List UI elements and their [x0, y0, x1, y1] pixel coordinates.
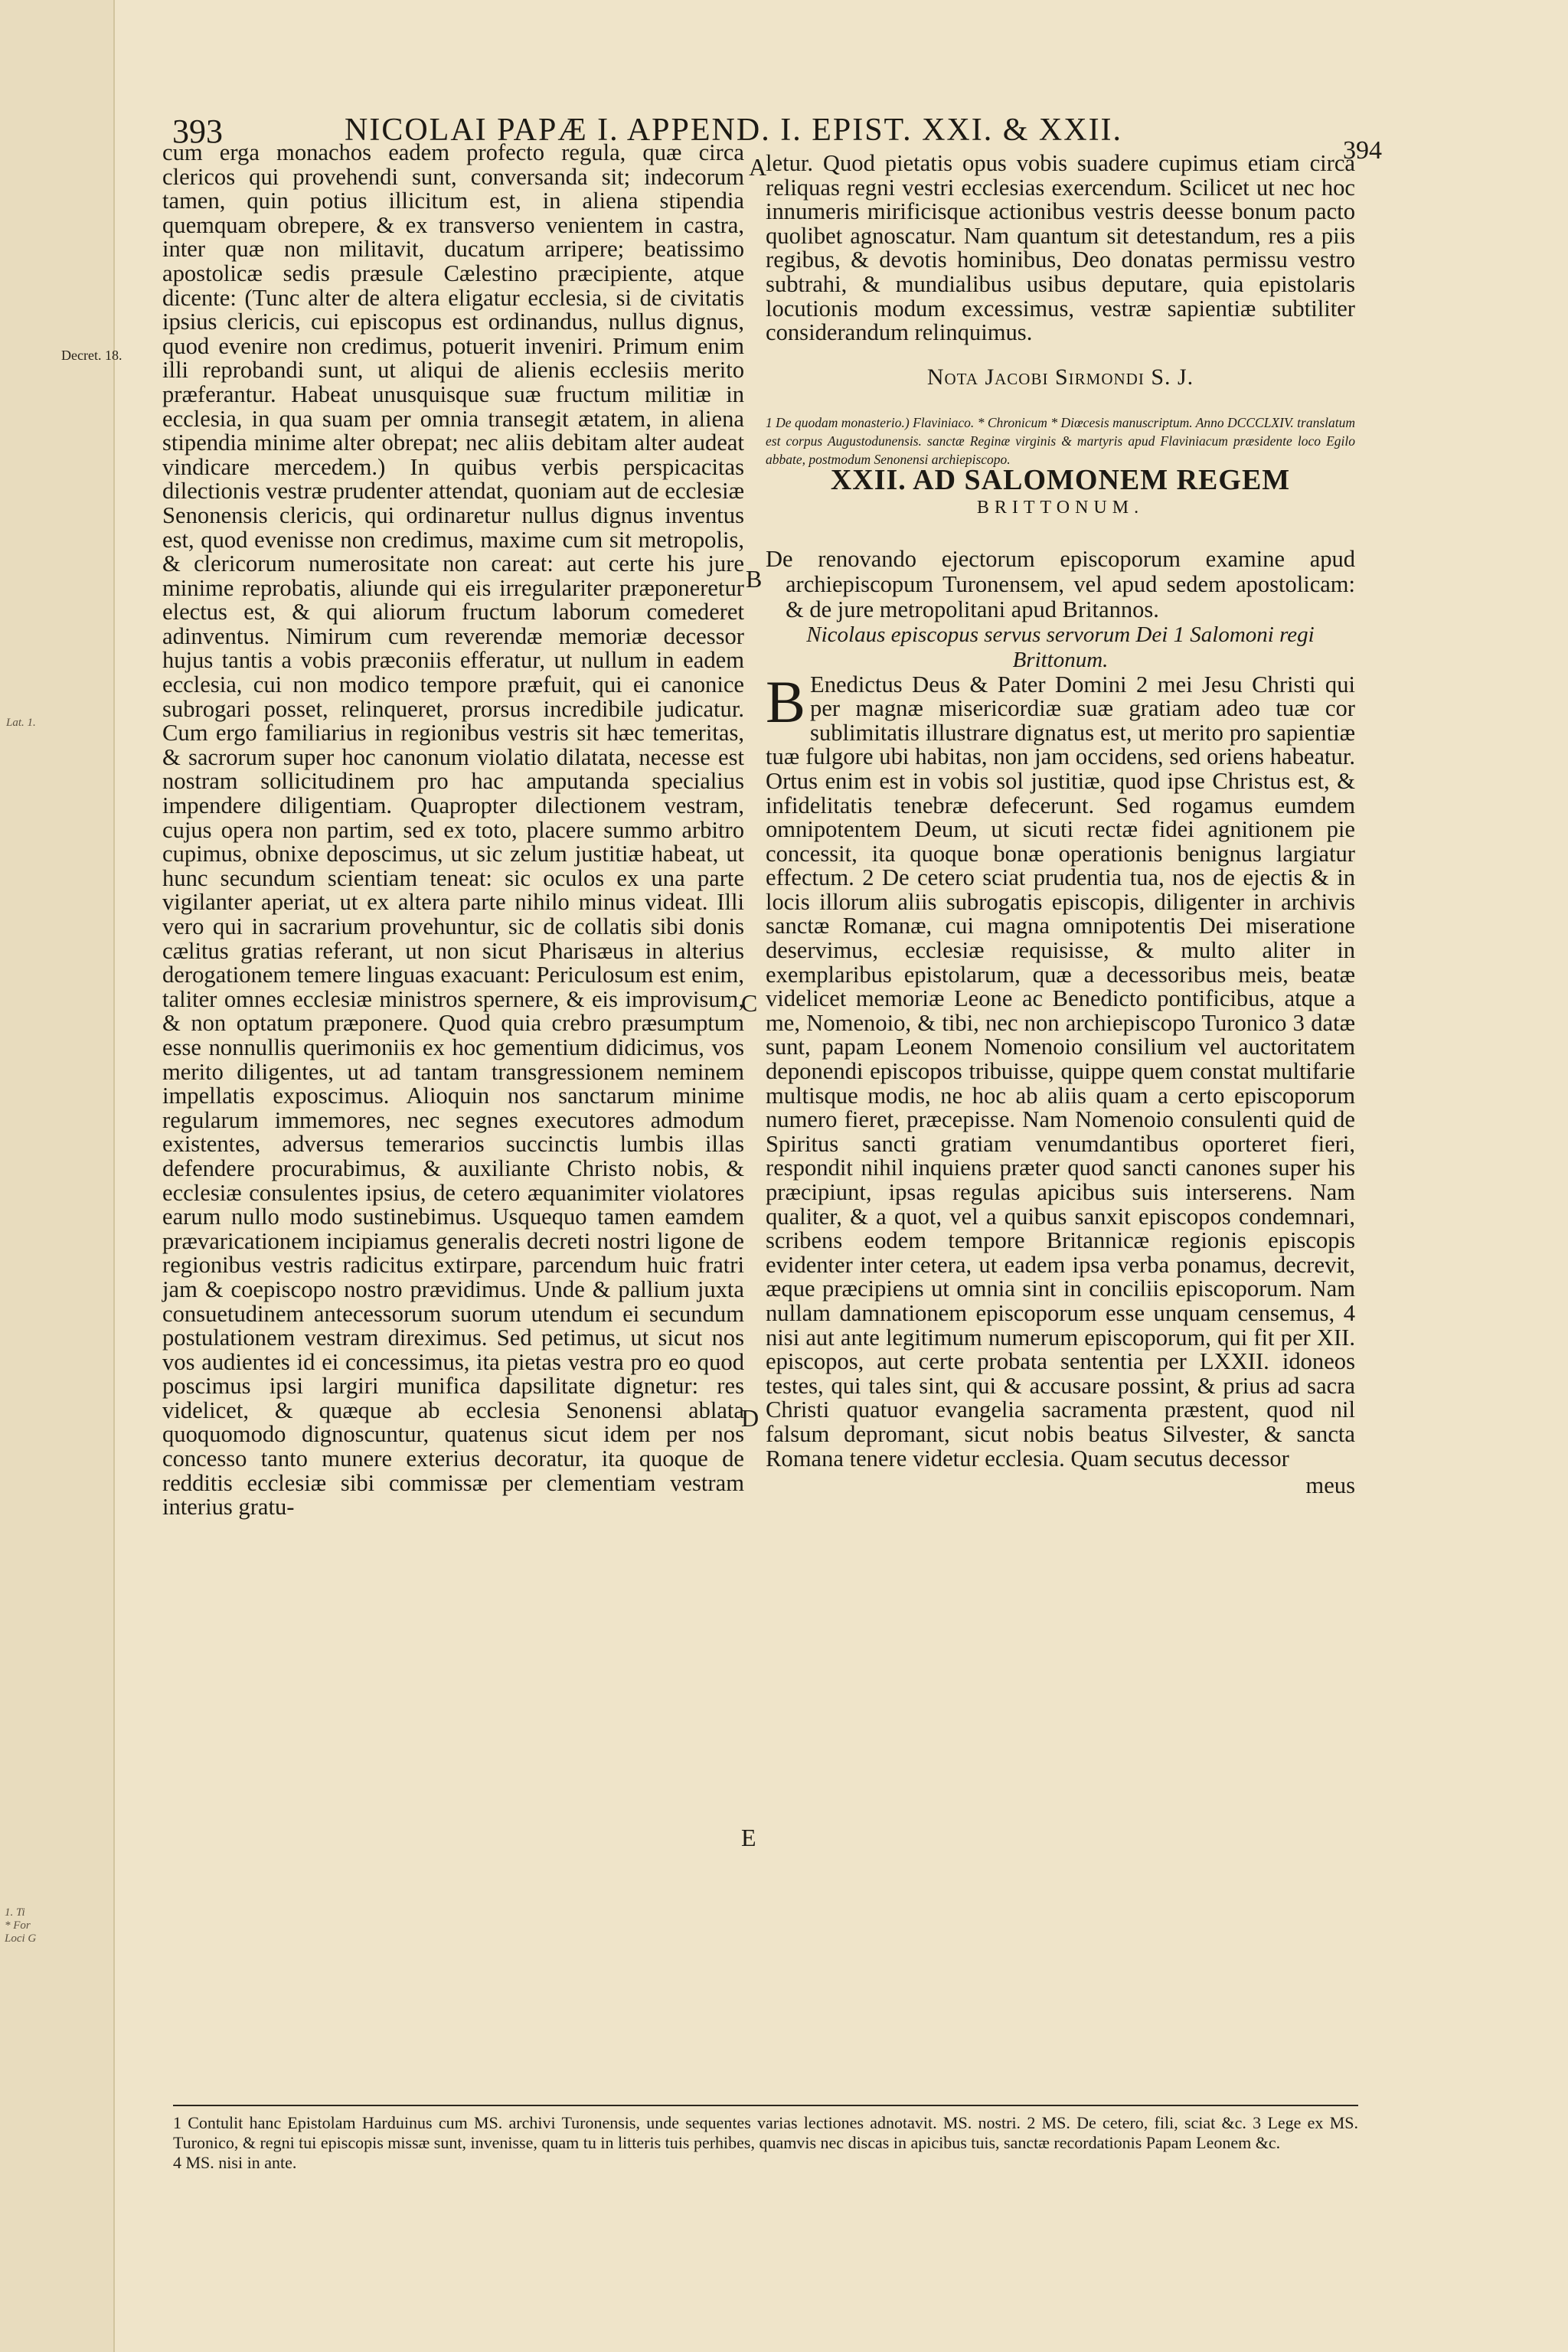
- letter-body: [766, 668, 1355, 1472]
- section-marker-e: E: [741, 1824, 756, 1851]
- section-marker-b: B: [746, 565, 763, 593]
- footnote-1-3: 1 Contulit hanc Epistolam Harduinus cum MS. archivi Turonensis, unde sequentes varias lectiones adnotavit. MS. nostri. 2 MS. De cetero, fili, sciat &c. 3 Lege ex MS. Turonico, & regni tui episcopis missæ sunt, invenisse, quam tu in litteris tuis perhibes, quamvis nec discas in apicibus tuis, sanctæ recordationis Papam Leonem &c.: [173, 2113, 1358, 2152]
- letter-salutation: Nicolaus episcopus servus servorum Dei 1 Salomoni regi Brittonum.: [806, 622, 1315, 672]
- letter-body-text: Enedictus Deus & Pater Domini 2 mei Jesu Christi qui per magnæ misericordiæ suæ gratiam adeo tuæ cor sublimitatis illustrare dignatus est, ut merito pro sapientiæ tuæ fulgore ubi habitas, non jam occidens, sed oriens habeatur. Ortus enim est in vobis sol justitiæ, quod ipse Christus est, & infidelitatis tenebræ defecerunt. Sed rogamus eumdem omnipotentem Deum, ut sicuti rectæ fidei agnitionem pie concessit, ita quoque bonæ operationis benignus largiatur effectum. 2 De cetero sciat prudentia tua, nos de ejectis & in locis illorum aliis subrogatis episcopis, diligenter in archivis sanctæ Romanæ, cui magna omnipotentis Dei miseratione deservimus, ecclesiæ requisisse, & multo aliter in exemplaribus epistolarum, quæ a decessoribus meis, beatæ videlicet memoriæ Leone ac Benedicto pontificibus, atque a me, Nomenoio, & tibi, nec non archiepiscopo Turonico 3 datæ sunt, papam Leonem Nomenoio consilium vel auctoritatem deponendi episcopos tribuisse, quippe quem constat multifarie multisque modis, ne hoc ab aliis quam a certo episcoporum numero fieret, præcepisse. Nam Nomenoio consulenti quid de Spiritus sancti gratiam venumdantibus oporteret fieri, respondit nihil inquiens præter quod sancti canones super his præcipiunt, ipsas regulas apicibus suis interserens. Nam qualiter, & a quot, vel a quibus sanxit episcopos condemnari, scribens eodem tempore Britannicæ regionis episcopis evidenter inter cetera, ut eadem ipsa verba ponamus, decrevit, æque præcipiens ut omnia sint in conciliis episcoporum. Nam nullam damnationem episcoporum esse unquam censemus, 4 nisi aut ante legitimum numerum episcoporum, qui fit per XII. episcopos, aut certe probata sententia per LXXII. idoneos testes, qui tales sint, qui & accusare possint, & prius ad sacra Christi quatuor evangelia sacramenta præstent, quod nil falsum depromant, sicut nobis beatus Silvester, & sancta Romana tenere videtur ecclesia. Quam secutus decessor: [766, 671, 1355, 1472]
- right-column: [766, 152, 1355, 1497]
- letter-xxii-title: XXII. AD SALOMONEM REGEM: [830, 464, 1291, 497]
- footnote-4: 4 MS. nisi in ante.: [173, 2153, 297, 2172]
- footnotes: [173, 2113, 1358, 2173]
- margin-note-decret: Decret. 18.: [61, 348, 122, 363]
- catchword: meus: [1305, 1472, 1355, 1499]
- letter-xxii-subtitle: BRITTONUM.: [976, 497, 1145, 518]
- running-title: NICOLAI PAPÆ I. APPEND. I. EPIST. XXI. & XXII.: [345, 113, 1123, 148]
- sirmond-note-heading: Nota Jacobi Sirmondi S. J.: [926, 364, 1194, 390]
- section-marker-a: A: [749, 153, 767, 181]
- sirmond-note-text: 1 De quodam monasterio.) Flaviniaco. * Chronicum * Diœcesis manuscriptum. Anno DCCCLXIV. translatum est corpus Augustodunensis. sanctæ Reginæ virginis & martyris apud Flaviniacum præsidente loco Egilo abbate, postmodum Senonensi archiepiscopo.: [766, 415, 1355, 468]
- letter-summary: De renovando ejectorum episcoporum examine apud archiepiscopum Turonensem, vel apud sedem apostolicam: & de jure metropolitani apud Britannos.: [766, 545, 1355, 622]
- section-marker-d: D: [741, 1404, 760, 1432]
- section-marker-c: C: [741, 989, 758, 1017]
- gutter-note-fragment: 1. Ti * For Loci G: [5, 1906, 37, 1945]
- gutter-note-lat: Lat. 1.: [6, 717, 36, 729]
- left-column: [162, 141, 744, 1520]
- page-number-left: 393: [172, 113, 223, 150]
- page-number-right: 394: [1343, 136, 1382, 165]
- left-column-text: cum erga monachos eadem profecto regula, quæ circa clericos qui provehendi sunt, conversanda sit; indecorum tamen, quin potius illicitum est, in aliena stipendia quemquam obrepere, & ex transverso venientem in castra, inter quæ non militavit, ducatum arripere; beatissimo apostolicæ sedis præsule Cælestino præcipiente, atque dicente: (Tunc alter de altera eligatur ecclesia, si de civitatis ipsius clericis, cui episcopus est ordinandus, nullus dignus, quod evenire non credimus, potuerit inveniri. Primum enim illi reprobandi sunt, ut aliqui de alienis ecclesiis merito præferantur. Habeat unusquisque suæ fructum militiæ in ecclesia, in qua suam per omnia transegit ætatem, in aliena stipendia minime alter obrepat; nec aliis debitam alter audeat vindicare mercedem.) In quibus verbis perspicacitas dilectionis vestræ prudenter attendat, quoniam aut de ecclesiæ Senonensis clericis, qui ordinaretur nullus dignus inventus est, quod evenisse non credimus, maxime cum sit metropolis, & clericorum numerositate non careat: aut certe his jure minime reprobatis, aliunde qui eis irregulariter præponeretur electus est, & qui aliorum fructum laborum comederet adinventus. Nimirum cum reverendæ memoriæ decessor hujus tantis a vobis præconiis efferatur, ut nullum in eadem ecclesia, cui non modico tempore præfuit, qui ei canonice subrogari posset, relinqueret, prorsus incredibile judicatur. Cum ergo familiarius in regionibus vestris sit hæc temeritas, & sacrorum super hoc canonum violatio dilatata, necesse est nostram sollicitudinem pro hac amputanda specialius impendere diligentiam. Quapropter dilectionem vestram, cujus opera non partim, sed ex toto, placere summo arbitro cupimus, obnixe deposcimus, ut sic zelum justitiæ habeat, ut hunc secundum scientiam teneat: sic oculos ex una parte vigilanter aperiat, ut ex altera parte nihilo minus videat. Illi vero qui in sacrarium provehuntur, sic de collatis sibi donis cælitus gratias referant, ut non sicut Pharisæus in alterius derogationem temere linguas exacuant: Periculosum est enim, taliter omnes ecclesiæ ministros spernere, & eis improvisum, & non optatum præponere. Quod quia crebro præsumptum esse nonnullis querimoniis ex hoc gementium didicimus, vos merito diligentes, ut ad tantam transgressionem neminem impellatis exposcimus. Alioquin nos sanctarum minime regularum immemores, nec segnes executores admodum existentes, adversus temerarios succinctis lumbis illas defendere procurabimus, & auxiliante Christo nobis, & ecclesiæ consulentes ipsius, de cetero æquanimiter violatores earum nullo modo sustinebimus. Usquequo tamen eamdem prævaricationem incipiamus generalis decreti nostri ligone de regionibus vestris radicitus extirpare, parcendum huic fratri jam & coepiscopo nostro prævidimus. Unde & pallium juxta consuetudinem antecessorum suorum utendum ei secundum postulationem vestram direximus. Sed petimus, ut sicut nos vos audientes id ei concessimus, ita pietas vestra pro eo quod poscimus ipsi largiri munifica dapsilitate dignetur: res videlicet, & quæque ab ecclesia Senonensi ablata quoquomodo dignoscuntur, quatenus sicut idem per nos concesso tanto munere exterius decoratur, ita quoque de redditis ecclesiæ sibi commissæ per clementiam vestram interius gratu-: [162, 139, 744, 1521]
- letter-xxi-ending: letur. Quod pietatis opus vobis suadere cupimus etiam circa reliquas regni vestri ecclesias exercendum. Scilicet ut nec hoc innumeris mirificisque actionibus vestris deesse bonum pacto quolibet agnoscatur. Nam quantum sit detestandum, res a piis regibus, & devotis hominibus, Deo donatas permissu vestro subtrahi, & mundialibus usibus deputare, quia epistolaris locutionis modum excessimus, vestræ sapientiæ subtiliter considerandum relinquimus.: [766, 150, 1355, 346]
- drop-cap: B: [766, 668, 806, 735]
- footnote-rule: [173, 2105, 1358, 2106]
